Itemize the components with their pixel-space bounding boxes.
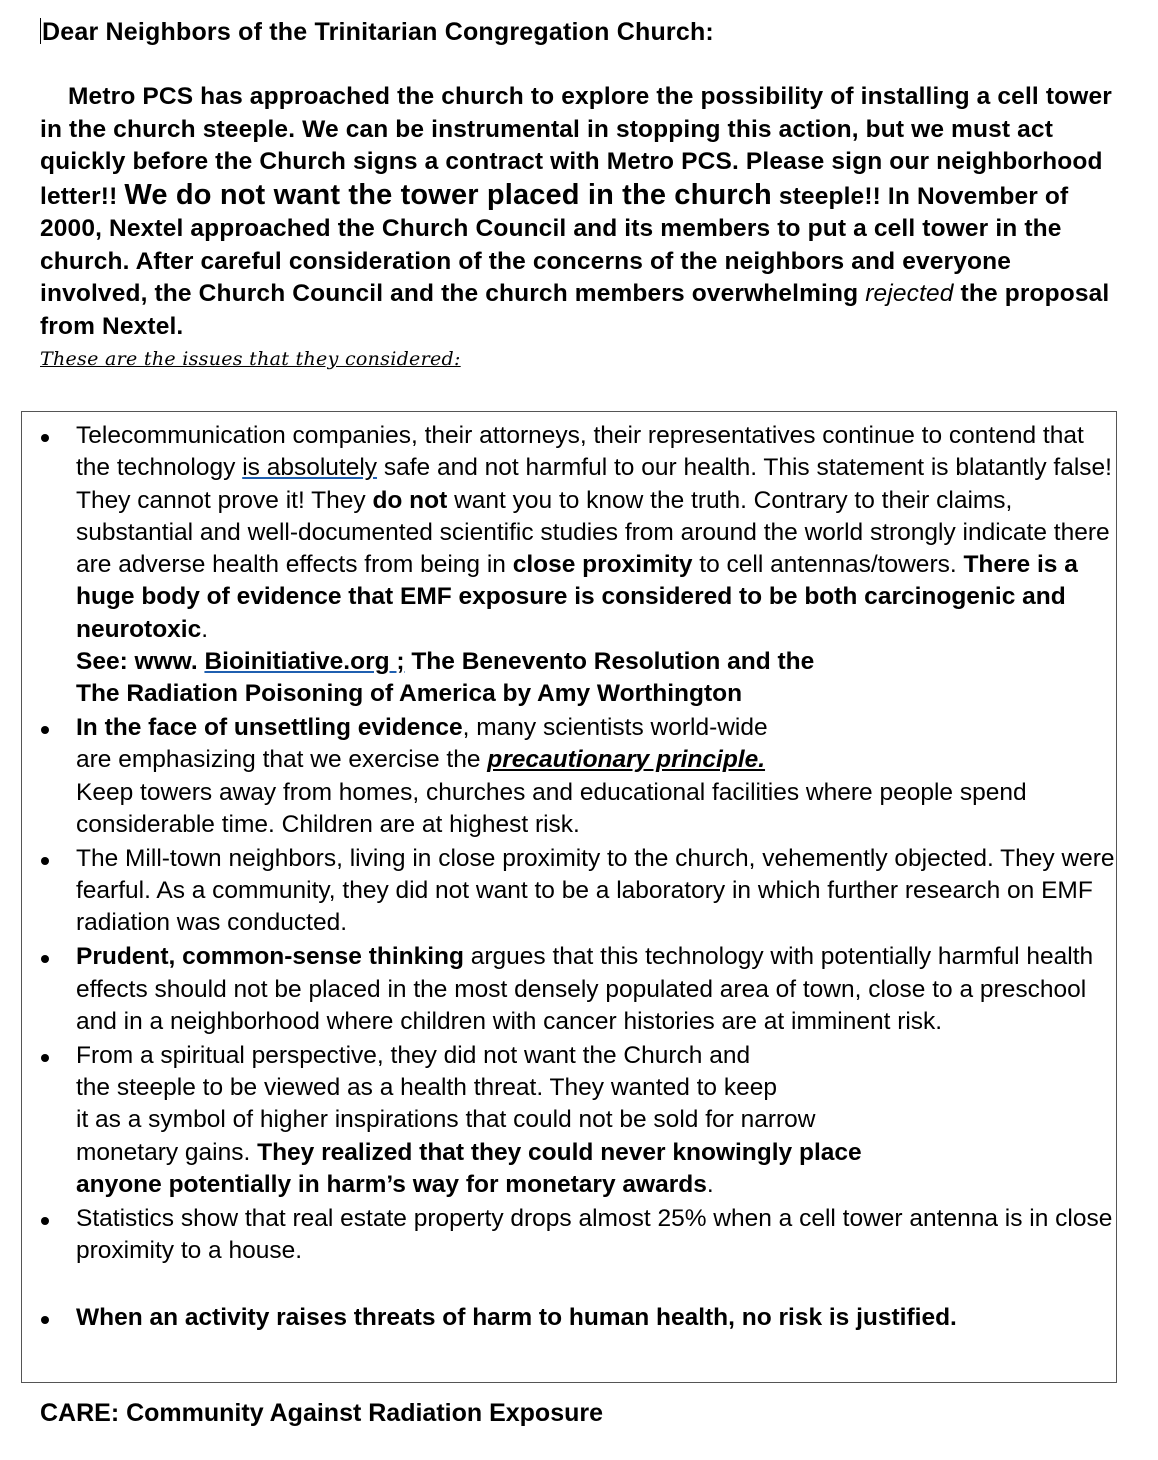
intro-please-sign: Please sign our neighborhood letter!! bbox=[40, 148, 1103, 210]
bullet-icon bbox=[41, 434, 49, 442]
issues-intro: These are the issues that they considered: bbox=[40, 348, 461, 370]
list-item: From a spiritual perspective, they did not want the Church and the steeple to be viewed as a health threat. They wanted to keep it as a symbol of higher inspirations that could not be sold for narrow monetary gains. They realized that they could never knowingly place anyone potentially in harm’s way for monetary awards. bbox=[22, 1040, 1118, 1201]
precautionary-principle: precautionary principle. bbox=[487, 746, 766, 774]
intro-text-2: before the Church signs a contract with Metro PCS. bbox=[125, 148, 746, 175]
intro-quickly: quickly bbox=[40, 148, 126, 175]
intro-steeple: steeple!! bbox=[771, 182, 881, 210]
bullet-icon bbox=[41, 726, 49, 734]
intro-we-do-not-want: We do not want the tower placed in the church bbox=[124, 178, 772, 211]
intro-text-1: Metro PCS has approached the church to explore the possibility of installing a cell tower in the church steeple. We can be instrumental in stopping this action, but we must act bbox=[40, 83, 1112, 143]
intro-paragraph bbox=[40, 81, 1125, 343]
signature: CARE: Community Against Radiation Exposure bbox=[40, 1399, 604, 1427]
list-item: The Mill-town neighbors, living in close proximity to the church, vehemently objected. They were fearful. As a community, they did not want to be a laboratory in which further research on EMF radiation was conducted. bbox=[22, 843, 1118, 940]
intro-text-3: In November of 2000, Nextel approached the Church Council and its members to put a cell tower in the church. After careful consideration of the concerns of the neighbors and everyone involved, the Church Council and the church members bbox=[40, 182, 1069, 307]
spacer bbox=[22, 1269, 1118, 1302]
letter-body bbox=[40, 16, 1125, 371]
list-item: When an activity raises threats of harm to human health, no risk is justified. bbox=[22, 1302, 1118, 1334]
list-item: In the face of unsettling evidence, many scientists world-wide are emphasizing that we exercise the precautionary principle. Keep towers away from homes, churches and educational facilities where people spend considerable time. Children are at highest risk. bbox=[22, 712, 1118, 841]
salutation-text: Dear Neighbors of the Trinitarian Congregation Church: bbox=[42, 18, 714, 46]
bullet-icon bbox=[41, 857, 49, 865]
bullet-icon bbox=[41, 1316, 49, 1324]
issues-list bbox=[22, 420, 1118, 1336]
list-item: Statistics show that real estate property drops almost 25% when a cell tower antenna is in close proximity to a house. bbox=[22, 1203, 1118, 1268]
bullet-icon bbox=[41, 1217, 49, 1225]
bullet-icon bbox=[41, 1054, 49, 1062]
issues-box bbox=[21, 411, 1117, 1383]
text-cursor bbox=[40, 18, 41, 44]
intro-text-4: the proposal from Nextel. bbox=[40, 280, 1110, 340]
intro-rejected: rejected bbox=[865, 280, 954, 307]
list-item: Prudent, common-sense thinking argues that this technology with potentially harmful health effects should not be placed in the most densely populated area of town, close to a preschool and in a neighborhood where children with cancer histories are at imminent risk. bbox=[22, 941, 1118, 1038]
bioinitiative-link[interactable]: Bioinitiative.org ; bbox=[204, 648, 405, 676]
bullet-icon bbox=[41, 955, 49, 963]
salutation bbox=[40, 16, 1125, 49]
underlined-phrase: is absolutely bbox=[242, 454, 378, 482]
list-item: Telecommunication companies, their attorneys, their representatives continue to contend that the technology is absolutely safe and not harmful to our health. This statement is blatantly false! They cannot prove it! They do not want you to know the truth. Contrary to their claims, substantial and well-documented scientific studies from around the world strongly indicate there are adverse health effects from being in close proximity to cell antennas/towers. There is a huge body of evidence that EMF exposure is considered to be both carcinogenic and neurotoxic. See: www. Bioinitiative.org ; The Benevento Resolution and the The Radiation Poisoning of America by Amy Worthington bbox=[22, 420, 1118, 711]
intro-overwhelming: overwhelming bbox=[691, 280, 859, 307]
